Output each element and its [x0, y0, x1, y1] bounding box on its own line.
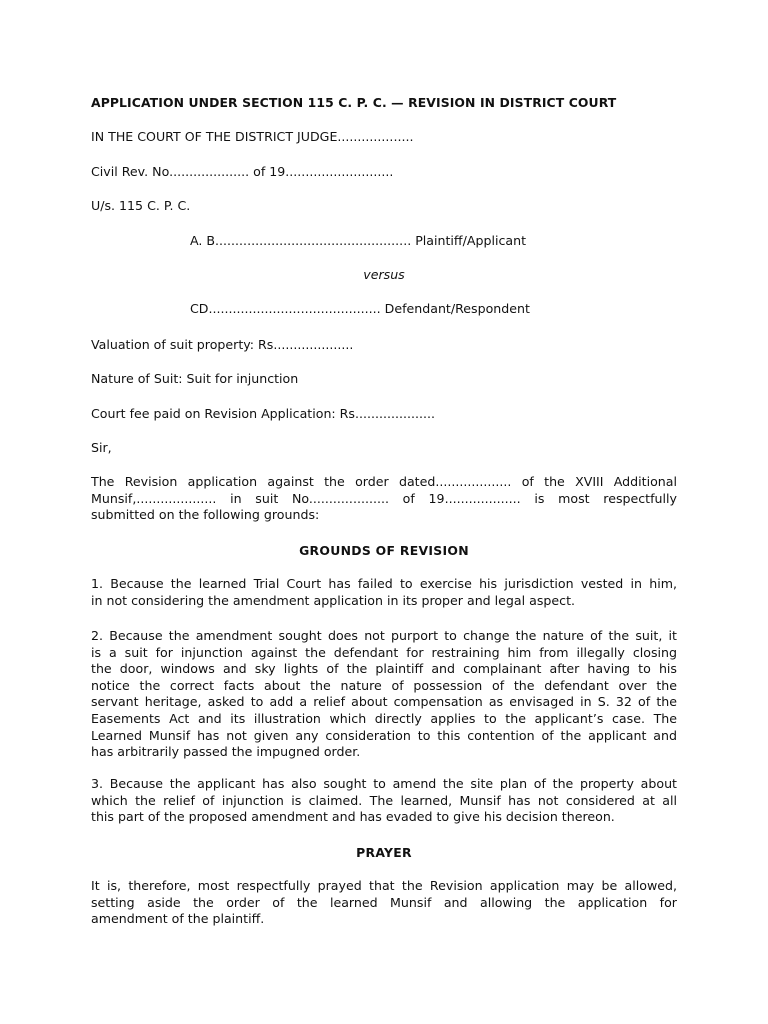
ground-2-line: the door, windows and sky lights of the plaintiff and complainant after having to his	[91, 661, 677, 677]
versus-label: versus	[363, 267, 405, 282]
ground-3-line: 3. Because the applicant has also sought to amend the site plan of the property about	[91, 776, 677, 791]
prayer-line: setting aside the order of the learned Munsif and allowing the application for	[91, 894, 677, 910]
ground-2-line: Easements Act and its illustration which directly applies to the applicant’s case. The	[91, 710, 677, 726]
intro-line: submitted on the following grounds:	[91, 507, 320, 523]
plaintiff-line: A. B................................................. Plaintiff/Applicant	[190, 233, 527, 248]
ground-2-line: servant heritage, asked to add a relief about compensation as envisaged in S. 32 of the	[91, 694, 677, 710]
ground-1-line: 1. Because the learned Trial Court has failed to exercise his jurisdiction vested in him,	[91, 576, 677, 591]
court-fee-line: Court fee paid on Revision Application: Rs....................	[91, 406, 436, 421]
civil-revision-number: Civil Rev. No.................... of 19...........................	[91, 164, 394, 179]
document-title: APPLICATION UNDER SECTION 115 C. P. C. — REVISION IN DISTRICT COURT	[91, 95, 617, 110]
ground-2-line: has arbitrarily passed the impugned order.	[91, 744, 361, 760]
prayer-line: amendment of the plaintiff.	[91, 911, 265, 927]
nature-of-suit-line: Nature of Suit: Suit for injunction	[91, 371, 299, 386]
ground-3-paragraph	[91, 776, 677, 826]
court-line: IN THE COURT OF THE DISTRICT JUDGE...................	[91, 129, 414, 144]
prayer-line: It is, therefore, most respectfully prayed that the Revision application may be allowed,	[91, 878, 677, 893]
prayer-paragraph	[91, 878, 677, 928]
ground-2-line: 2. Because the amendment sought does not purport to change the nature of the suit, it	[91, 628, 677, 643]
valuation-line: Valuation of suit property: Rs....................	[91, 337, 354, 352]
ground-2-paragraph	[91, 628, 677, 761]
grounds-heading: GROUNDS OF REVISION	[299, 543, 469, 558]
salutation: Sir,	[91, 440, 112, 455]
ground-2-line: notice the correct facts about the nature of possession of the defendant over the	[91, 677, 677, 693]
ground-3-line: which the relief of injunction is claimed. The learned, Munsif has not considered at all	[91, 792, 677, 808]
intro-line: The Revision application against the order dated................... of the XVIII Additional	[91, 474, 677, 489]
ground-1-line: in not considering the amendment application in its proper and legal aspect.	[91, 592, 576, 608]
intro-paragraph	[91, 474, 677, 524]
section-reference: U/s. 115 C. P. C.	[91, 198, 191, 213]
defendant-line: CD........................................... Defendant/Respondent	[190, 301, 530, 316]
ground-1-paragraph	[91, 576, 677, 609]
ground-3-line: this part of the proposed amendment and has evaded to give his decision thereon.	[91, 809, 615, 825]
prayer-heading: PRAYER	[356, 845, 412, 860]
ground-2-line: Learned Munsif has not given any consideration to this contention of the applicant and	[91, 727, 677, 743]
ground-2-line: is a suit for injunction against the defendant for restraining him from illegally closing	[91, 644, 677, 660]
intro-line: Munsif,.................... in suit No.................... of 19................... is most respectfully	[91, 490, 677, 506]
